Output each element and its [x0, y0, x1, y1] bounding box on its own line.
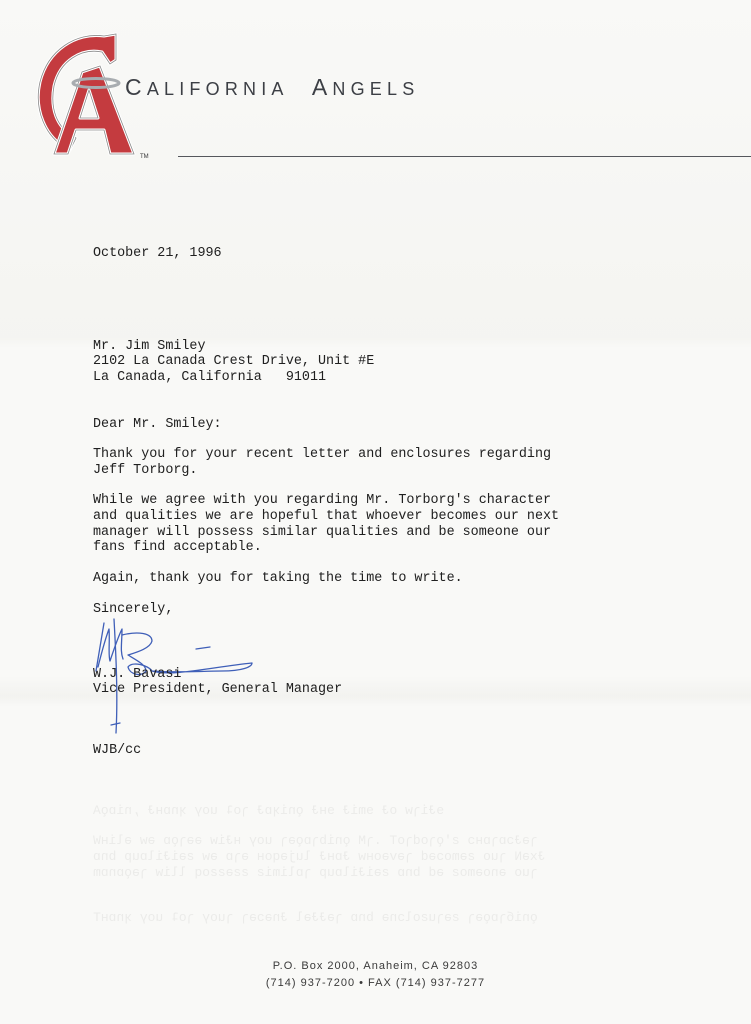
bleed-line: ɿuo ǝnoǝmoƨ ǝd bnɒ ƨǝiɈilɒup ɿɒlimiƨ ƨƨǝƨƨoq lliw ɿǝǫɒnɒm — [93, 865, 538, 880]
salutation: Dear Mr. Smiley: — [93, 417, 222, 432]
paragraph-line: and qualities we are hopeful that whoever becomes our next — [93, 509, 560, 524]
bleed-line: ɘɈiɿw oɈ ɘmiɈ ɘʜɈ ǫniʞɒɈ ɿoʇ uoγ ʞnɒʜɈ ,niɒǫA — [93, 803, 445, 818]
trademark-mark: TM — [140, 154, 149, 160]
signer-title: Vice President, General Manager — [93, 682, 343, 697]
letter-date: October 21, 1996 — [93, 246, 222, 261]
footer-address: P.O. Box 2000, Anaheim, CA 92803 — [272, 960, 479, 972]
footer-phone-fax: (714) 937-7200 • FAX (714) 937-7277 — [265, 977, 486, 989]
paragraph-line: Thank you for your recent letter and enclosures regarding — [93, 447, 552, 462]
bleed-line: ǫniбɿɒǫǝɿ ƨǝɿuƨolɔnǝ bnɒ ɿǝɈɈǝl Ɉnǝɔǝɿ ɿuoγ ɿoʇ uoγ ʞnɒʜT — [93, 910, 538, 925]
brand-word-1-rest: ALIFORNIA — [146, 79, 289, 99]
letterhead-divider — [178, 156, 751, 157]
paragraph-line: Jeff Torborg. — [93, 463, 198, 478]
paragraph-line: fans find acceptable. — [93, 540, 262, 555]
signer-name: W.J. Bavasi — [93, 667, 182, 682]
closing: Sincerely, — [93, 602, 174, 617]
brand-word-2-cap: A — [311, 74, 333, 100]
brand-word-2-rest: NGELS — [332, 79, 420, 99]
paragraph-line: manager will possess similar qualities and be someone our — [93, 525, 552, 540]
bleed-line: ɈxǝN ɿuo ƨǝmoɔǝd ɿǝvǝoʜw ɈɒʜɈ lujǝqoʜ ǝɿɒ ǝw ƨǝiɈilɒup bnɒ — [93, 849, 546, 864]
reference-initials: WJB/cc — [93, 743, 142, 758]
recipient-address-line1: 2102 La Canada Crest Drive, Unit #E — [93, 354, 375, 369]
brand-word-1-cap: C — [125, 74, 147, 100]
paragraph-line: While we agree with you regarding Mr. Torborg's character — [93, 493, 552, 508]
recipient-address-line2: La Canada, California 91011 — [93, 370, 327, 385]
angels-ca-logo-icon — [26, 30, 141, 162]
bleed-line: ɿǝɈɔɒɿɒʜɔ ƨ'ǫɿodɿoT .ɿM ǫnibɿɒǫǝɿ uoγ ʜɈiw ǝǝɿǫɒ ǝw ǝliʜW — [93, 833, 538, 848]
organization-name — [125, 74, 419, 101]
recipient-name: Mr. Jim Smiley — [93, 339, 206, 354]
paragraph-line: Again, thank you for taking the time to write. — [93, 571, 463, 586]
